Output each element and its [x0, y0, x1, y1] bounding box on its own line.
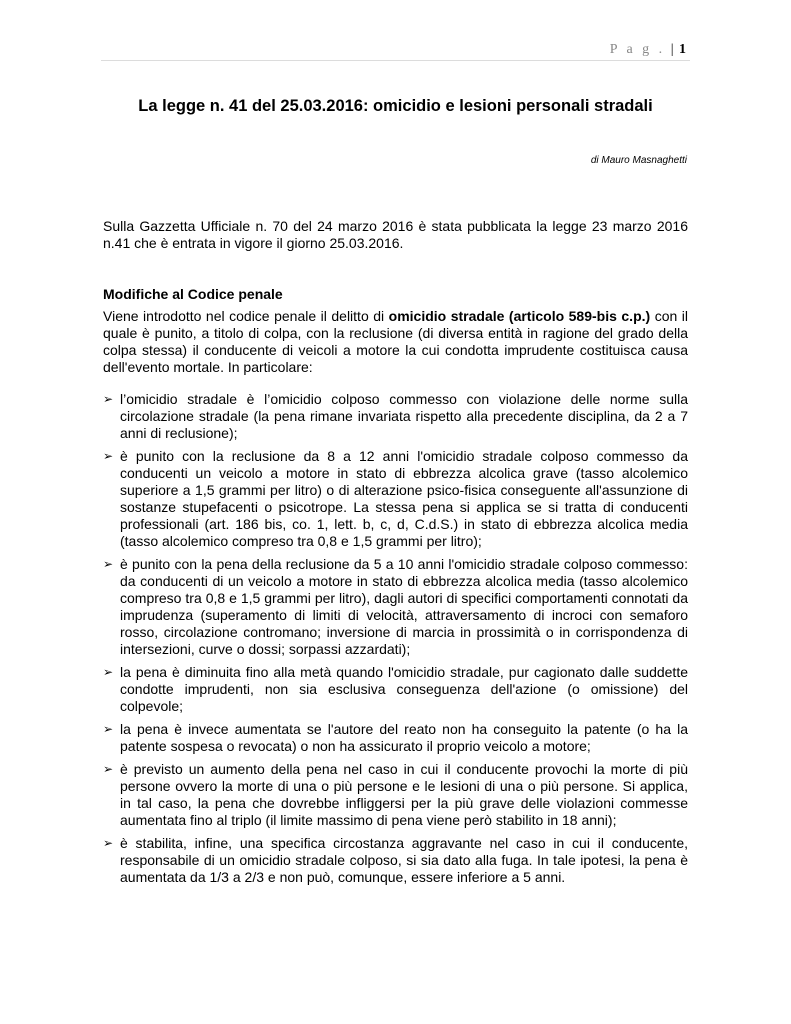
- page-header: [101, 40, 690, 61]
- arrowhead-bullet-icon: ➢: [103, 762, 114, 776]
- arrowhead-bullet-icon: ➢: [103, 449, 114, 463]
- list-item-text: la pena è invece aumentata se l'autore del reato non ha conseguito la patente (o ha la patente sospesa o revocata) o non ha assicurato il proprio veicolo a motore;: [120, 721, 688, 754]
- list-item-text: è punito con la pena della reclusione da 5 a 10 anni l'omicidio stradale colposo commesso: da conducenti di un veicolo a motore in stato di ebbrezza alcolica media (tasso alcolemico compreso tra 0,8 e 1,5 grammi per litro), dagli autori di specifici comportamenti connotati da imprudenza (superamento di limiti di velocità, attraversamento di incroci con semaforo rosso, circolazione contromano; inversione di marcia in prossimità o in corrispondenza di intersezioni, curve o dossi; sorpassi azzardati);: [120, 556, 688, 657]
- list-item: [103, 835, 688, 886]
- list-item: [103, 664, 688, 715]
- document-title: La legge n. 41 del 25.03.2016: omicidio e lesioni personali stradali: [138, 97, 653, 115]
- section-heading: Modifiche al Codice penale: [103, 286, 283, 302]
- page-label: P a g .: [609, 42, 666, 57]
- list-item-text: è punito con la reclusione da 8 a 12 anni l'omicidio stradale colposo commesso da conducenti un veicolo a motore in stato di ebbrezza alcolica grave (tasso alcolemico superiore a 1,5 grammi per litro) o di alterazione psico-fisica conseguente all'assunzione di sostanze stupefacenti o psicotrope. La stessa pena si applica se si tratta di conducenti professionali (art. 186 bis, co. 1, lett. b, c, d, C.d.S.) in stato di ebbrezza alcolica media (tasso alcolemico compreso tra 0,8 e 1,5 grammi per litro);: [120, 448, 688, 549]
- intro-paragraph: Sulla Gazzetta Ufficiale n. 70 del 24 marzo 2016 è stata pubblicata la legge 23 marzo 2016 n.41 che è entrata in vigore il giorno 25.03.2016.: [103, 218, 688, 251]
- section-paragraph: [103, 308, 688, 376]
- list-item: [103, 761, 688, 829]
- list-item: [103, 448, 688, 550]
- list-item: [103, 721, 688, 755]
- section-paragraph-bold: omicidio stradale (articolo 589-bis c.p.): [388, 308, 651, 324]
- list-item: [103, 556, 688, 658]
- list-item-text: è stabilita, infine, una specifica circostanza aggravante nel caso in cui il conducente, responsabile di un omicidio stradale colposo, si sia dato alla fuga. In tale ipotesi, la pena è aumentata da 1/3 a 2/3 e non può, comunque, essere inferiore a 5 anni.: [120, 835, 688, 885]
- author-byline: di Mauro Masnaghetti: [590, 155, 687, 166]
- arrowhead-bullet-icon: ➢: [103, 722, 114, 736]
- arrowhead-bullet-icon: ➢: [103, 665, 114, 679]
- list-item-text: l’omicidio stradale è l’omicidio colposo commesso con violazione delle norme sulla circolazione stradale (la pena rimane invariata rispetto alla precedente disciplina, da 2 a 7 anni di reclusione);: [120, 391, 688, 441]
- section-paragraph-text: con il quale è punito, a titolo di colpa, con la reclusione (di diversa entità in ragione del grado della colpa stessa) il conducente di veicoli a motore la cui condotta imprudente costituisca causa dell'evento mortale. In particolare:: [103, 308, 688, 375]
- bullet-list: [103, 391, 688, 892]
- page-number: 1: [679, 42, 686, 57]
- section-paragraph-text: Viene introdotto nel codice penale il delitto di: [103, 308, 389, 324]
- list-item: [103, 391, 688, 442]
- arrowhead-bullet-icon: ➢: [103, 557, 114, 571]
- list-item-text: è previsto un aumento della pena nel caso in cui il conducente provochi la morte di più persone ovvero la morte di una o più persone e le lesioni di una o più persone. Si applica, in tal caso, la pena che dovrebbe infliggersi per la più grave delle violazioni commesse aumentata fino al triplo (il limite massimo di pena viene però stabilito in 18 anni);: [120, 761, 688, 828]
- page-separator: |: [670, 42, 674, 57]
- arrowhead-bullet-icon: ➢: [103, 836, 114, 850]
- arrowhead-bullet-icon: ➢: [103, 392, 114, 406]
- list-item-text: la pena è diminuita fino alla metà quando l'omicidio stradale, pur cagionato dalle suddette condotte imprudenti, non sia esclusiva conseguenza dell'azione (o omissione) del colpevole;: [120, 664, 688, 714]
- page-number-indicator: [610, 42, 686, 58]
